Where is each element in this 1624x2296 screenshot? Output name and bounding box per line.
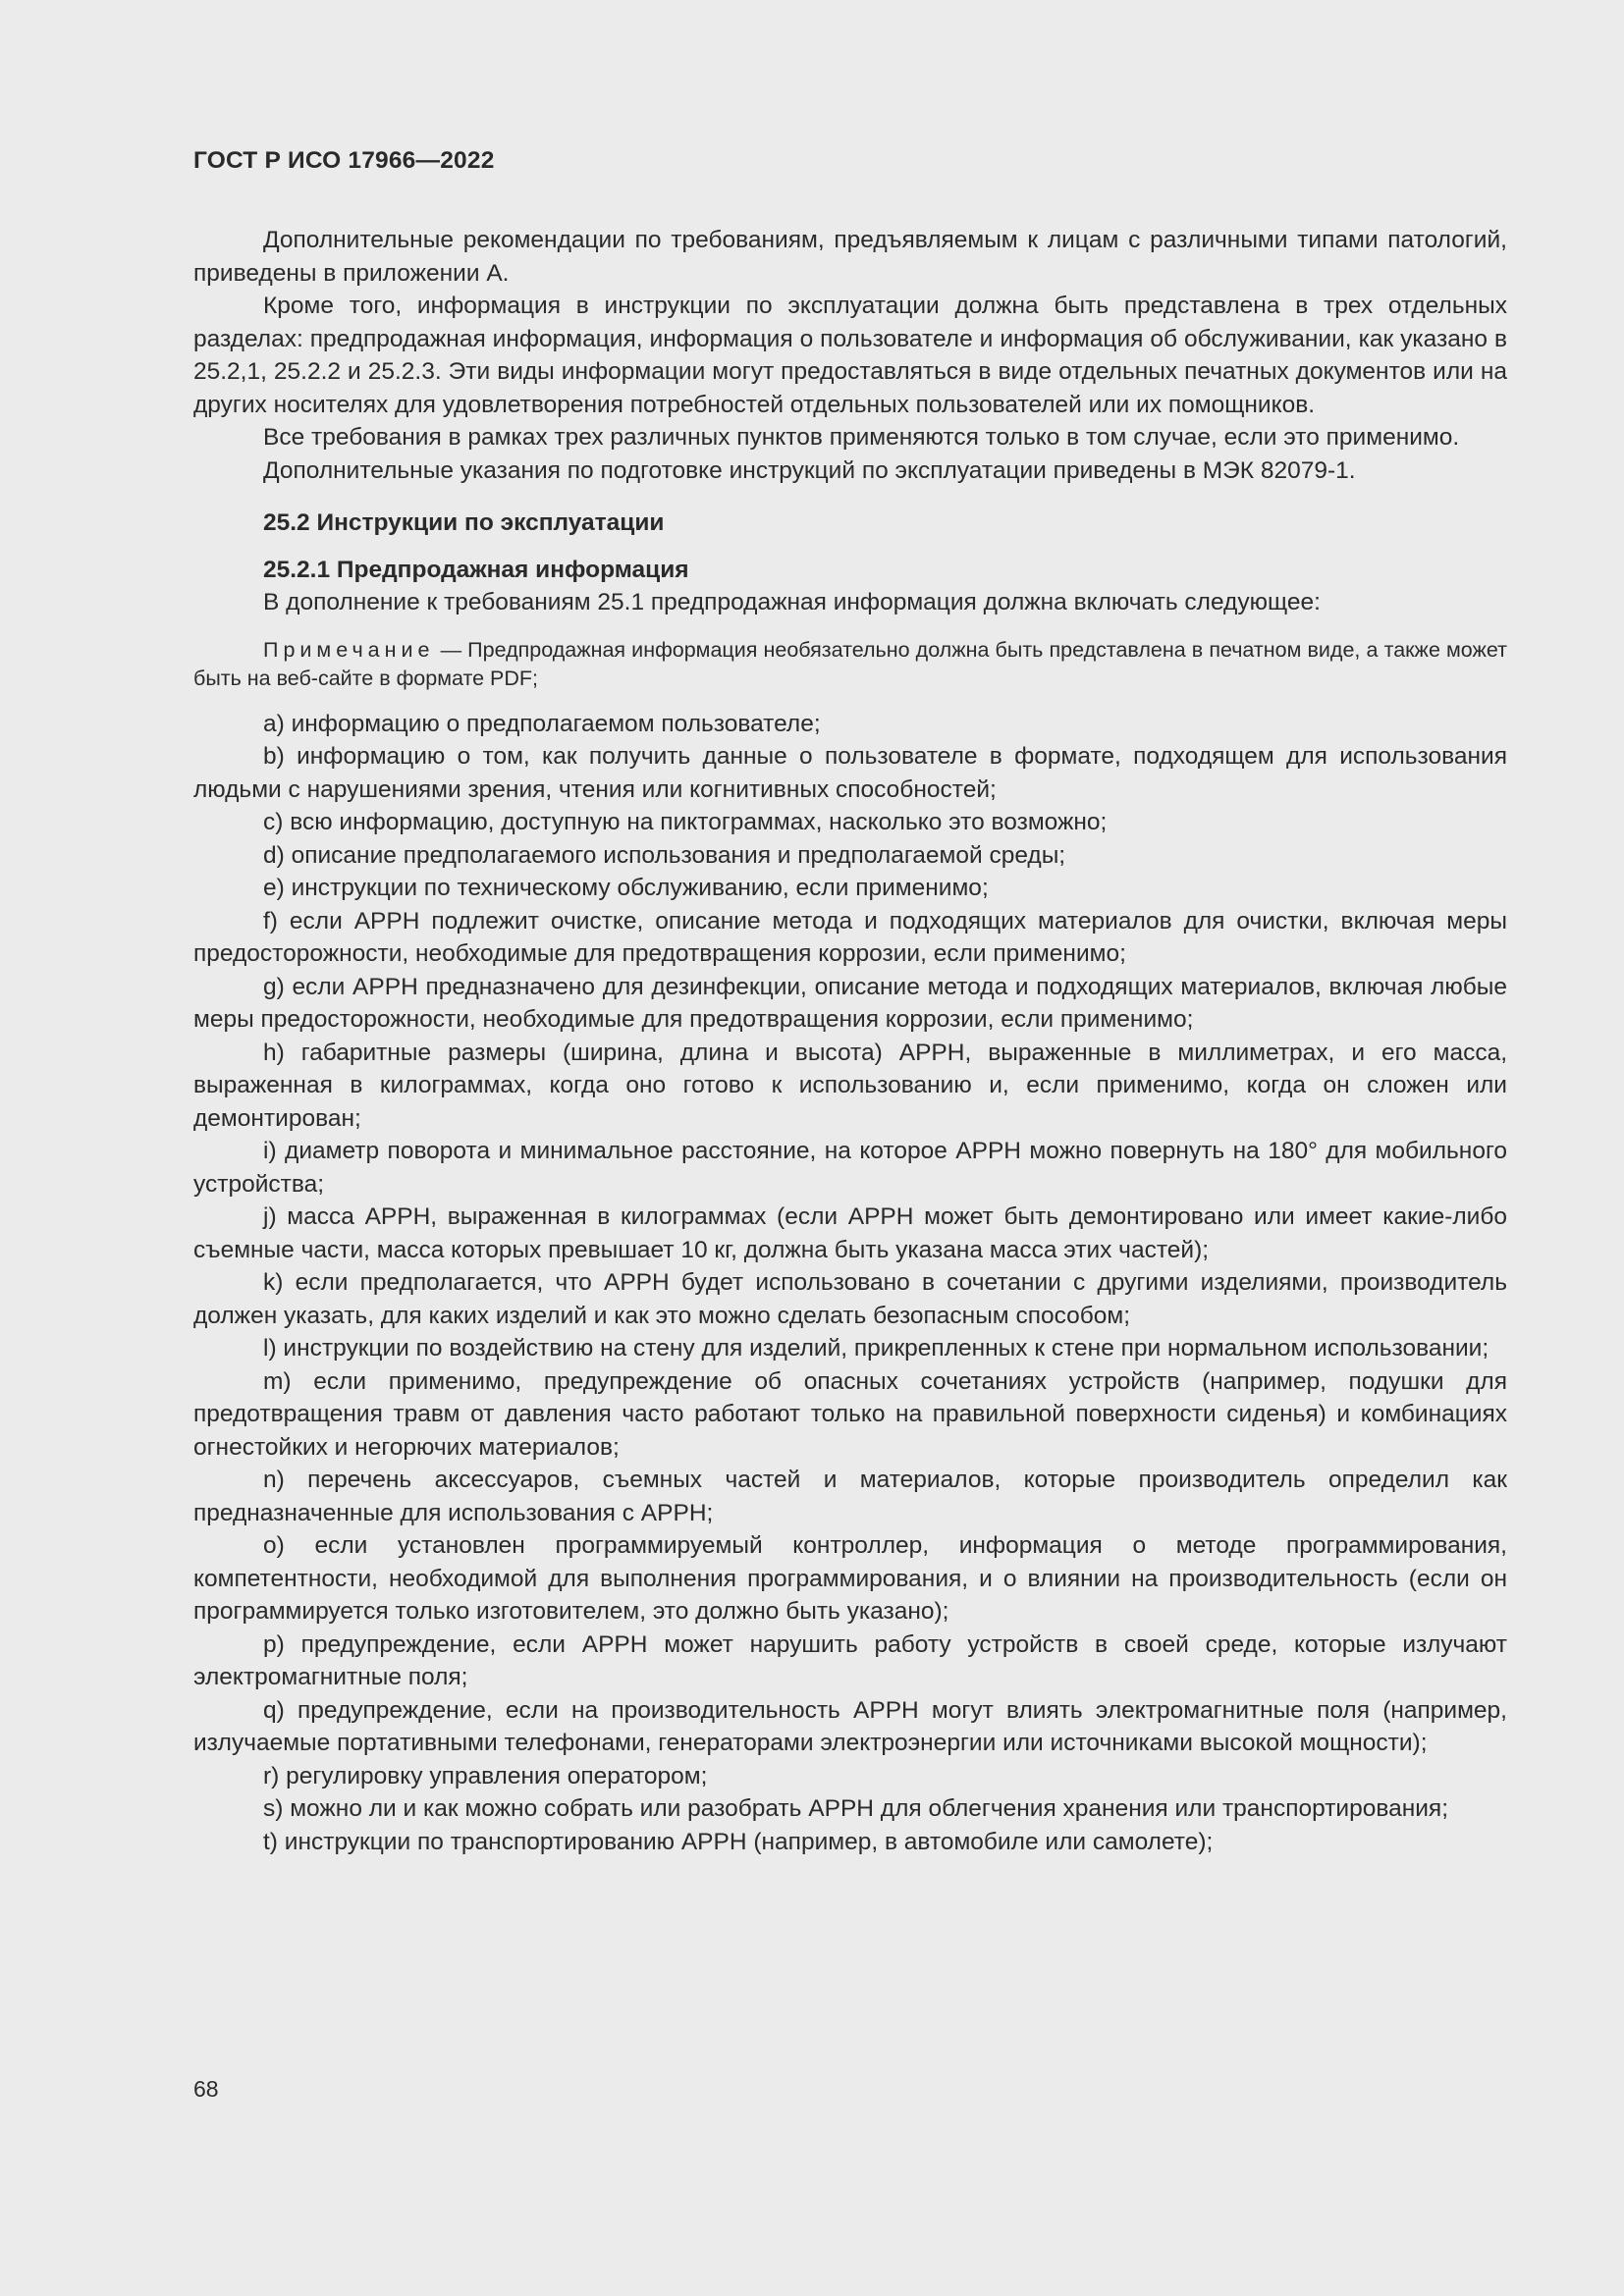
document-code-header: ГОСТ Р ИСО 17966—2022 — [193, 147, 495, 174]
list-item: r) регулировку управления оператором; — [263, 1762, 708, 1789]
list-item: o) если установлен программируемый контроллер, информация о методе программирования, компетентности, необходимой для выполнения программирования, и о влиянии на производительность (если он программируется только изготовителем, это должно быть указано); — [193, 1532, 1507, 1625]
list-item: d) описание предполагаемого использования и предполагаемой среды; — [263, 841, 1066, 869]
list-item: m) если применимо, предупреждение об опасных сочетаниях устройств (например, подушки для предотвращения травм от давления часто работают только на правильной поверхности сиденья) и комбинациях огнестойких и негорючих материалов; — [193, 1367, 1507, 1461]
requirements-list — [193, 708, 1507, 1859]
subsection-heading: 25.2.1 Предпродажная информация — [263, 556, 689, 583]
section-lead-paragraph: В дополнение к требованиям 25.1 предпродажная информация должна включать следующее: — [263, 589, 1321, 615]
paragraph: Дополнительные рекомендации по требованиям, предъявляемым к лицам с различными типами патологий, приведены в приложении А. — [193, 227, 1507, 287]
note-text: — Предпродажная информация необязательно должна быть представлена в печатном виде, а также может быть на веб-сайте в формате PDF; — [193, 637, 1507, 690]
list-item: c) всю информацию, доступную на пиктограммах, насколько это возможно; — [263, 809, 1108, 835]
list-item: t) инструкции по транспортированию АРРН (например, в автомобиле или самолете); — [263, 1828, 1214, 1855]
list-item: f) если АРРН подлежит очистке, описание метода и подходящих материалов для очистки, включая меры предосторожности, необходимые для предотвращения коррозии, если применимо; — [193, 907, 1507, 967]
list-item: n) перечень аксессуаров, съемных частей и материалов, которые производитель определил как предназначенные для использования с АРРН; — [193, 1467, 1507, 1526]
note — [193, 636, 1507, 693]
section-heading: 25.2 Инструкции по эксплуатации — [263, 509, 665, 536]
list-item: b) информацию о том, как получить данные о пользователе в формате, подходящем для использования людьми с нарушениями зрения, чтения или когнитивных способностей; — [193, 743, 1507, 803]
list-item: q) предупреждение, если на производительность АРРН могут влиять электромагнитные поля (например, излучаемые портативными телефонами, генераторами электроэнергии или источниками высокой мощности); — [193, 1696, 1507, 1756]
list-item: i) диаметр поворота и минимальное расстояние, на которое АРРН можно повернуть на 180° для мобильного устройства; — [193, 1138, 1507, 1198]
list-item: s) можно ли и как можно собрать или разобрать АРРН для облегчения хранения или транспортирования; — [263, 1795, 1449, 1822]
paragraph: Все требования в рамках трех различных пунктов применяются только в том случае, если это применимо. — [263, 424, 1460, 451]
list-item: g) если АРРН предназначено для дезинфекции, описание метода и подходящих материалов, включая любые меры предосторожности, необходимые для предотвращения коррозии, если применимо; — [193, 973, 1507, 1033]
list-item: k) если предполагается, что АРРН будет использовано в сочетании с другими изделиями, производитель должен указать, для каких изделий и как это можно сделать безопасным способом; — [193, 1269, 1507, 1329]
list-item: p) предупреждение, если АРРН может нарушить работу устройств в своей среде, которые излучают электромагнитные поля; — [193, 1630, 1507, 1690]
list-item: e) инструкции по техническому обслуживанию, если применимо; — [263, 875, 989, 901]
note-label: Примечание — [263, 637, 435, 662]
paragraph: Кроме того, информация в инструкции по эксплуатации должна быть представлена в трех отдельных разделах: предпродажная информация, информация о пользователе и информация об обслуживании, как указано в 25.2,1, 25.2.2 и 25.2.3. Эти виды информации могут предоставляться в виде отдельных печатных документов или на других носителях для удовлетворения потребностей отдельных пользователей или их помощников. — [193, 293, 1507, 418]
paragraph: Дополнительные указания по подготовке инструкций по эксплуатации приведены в МЭК 82079-1. — [263, 456, 1356, 484]
intro-section — [193, 224, 1507, 487]
list-item: l) инструкции по воздействию на стену для изделий, прикрепленных к стене при нормальном использовании; — [263, 1335, 1489, 1362]
page-number: 68 — [193, 2076, 219, 2102]
list-item: a) информацию о предполагаемом пользователе; — [263, 710, 821, 737]
document-body — [193, 224, 1507, 1858]
list-item: j) масса АРРН, выраженная в килограммах (если АРРН может быть демонтировано или имеет какие-либо съемные части, масса которых превышает 10 кг, должна быть указана масса этих частей); — [193, 1203, 1507, 1263]
list-item: h) габаритные размеры (ширина, длина и высота) АРРН, выраженные в миллиметрах, и его масса, выраженная в килограммах, когда оно готово к использованию и, если применимо, когда он сложен или демонтирован; — [193, 1039, 1507, 1132]
